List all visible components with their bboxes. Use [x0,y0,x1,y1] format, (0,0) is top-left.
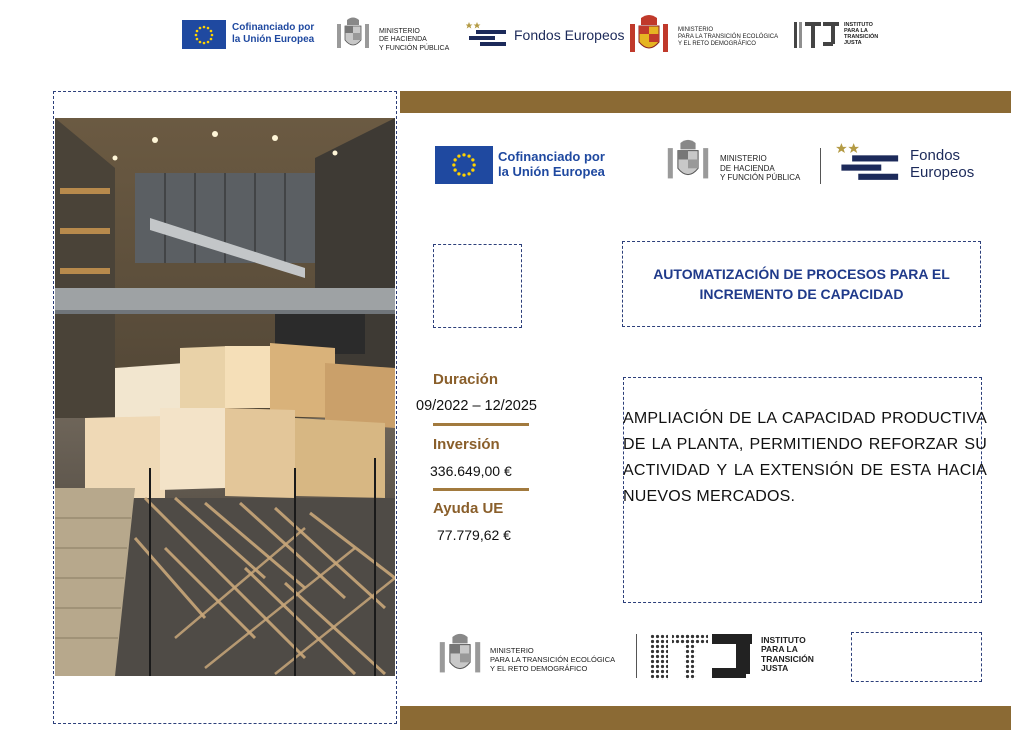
card-hacienda-ministry-text: MINISTERIO DE HACIENDA Y FUNCIÓN PÚBLICA [720,154,801,183]
project-description: AMPLIACIÓN DE LA CAPACIDAD PRODUCTIVA DE LA PLANTA, PERMITIENDO REFORZAR SU ACTIVIDAD Y LA EXTENSIÓN DE ESTA HACIA NUEVOS MERCADOS. [623,410,987,505]
spain-coat-of-arms-color-icon [628,14,670,58]
card-fondos-europeos-icon [836,140,902,186]
card-spain-coat-of-arms-icon [664,138,712,186]
ayuda-label: Ayuda UE [433,500,504,517]
eu-cofinanciado-text: Cofinanciado por la Unión Europea [232,22,315,45]
card-fondos-europeos-text: Fondos Europeos [910,147,975,181]
card-logo-divider [820,148,821,184]
bottom-transicion-ministry-text: MINISTERIO PARA LA TRANSICIÓN ECOLÓGICA Y EL RETO DEMOGRÁFICO [490,646,616,673]
transicion-ministry-text: MINISTERIO PARA LA TRANSICIÓN ECOLÓGICA Y EL RETO DEMOGRÁFICO [678,27,779,48]
inversion-value: 336.649,00 € [430,463,512,479]
eu-flag-icon [182,20,226,49]
card-eu-cofinanciado-text: Cofinanciado por la Unión Europea [498,149,605,179]
logo-placeholder-box [433,244,522,328]
bottom-logo-divider [636,634,637,678]
project-title-box [622,241,981,327]
project-title: AUTOMATIZACIÓN DE PROCESOS PARA EL INCREMENTO DE CAPACIDAD [653,265,950,302]
top-brown-bar [400,91,1011,113]
ayuda-value: 77.779,62 € [437,527,511,543]
duracion-divider [433,423,529,426]
itj-logo-icon [794,22,840,48]
bottom-itj-text: INSTITUTO PARA LA TRANSICIÓN JUSTA [761,635,814,674]
spain-coat-of-arms-icon [335,16,371,54]
bottom-spain-coat-of-arms-icon [437,632,483,680]
inversion-divider [433,488,529,491]
factory-photo [55,118,395,676]
bottom-itj-logo-icon [650,634,754,680]
duracion-value: 09/2022 – 12/2025 [416,398,537,414]
duracion-label: Duración [433,371,499,388]
fondos-europeos-text: Fondos Europeos [514,27,625,43]
hacienda-ministry-text: MINISTERIO DE HACIENDA Y FUNCIÓN PÚBLICA [379,28,450,52]
top-logo-strip [180,14,890,58]
bottom-placeholder-box [851,632,982,682]
inversion-label: Inversión [433,436,500,453]
bottom-brown-bar [400,706,1011,730]
fondos-europeos-icon [466,20,508,50]
card-eu-flag-icon [435,146,493,184]
itj-text: INSTITUTO PARA LA TRANSICIÓN JUSTA [844,22,879,47]
